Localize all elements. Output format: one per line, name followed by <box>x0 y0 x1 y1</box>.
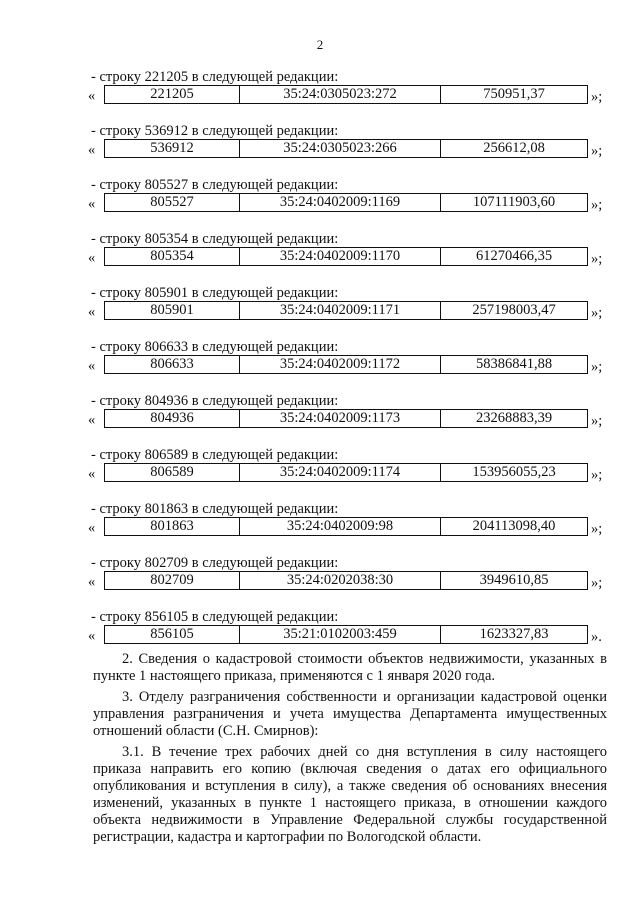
opening-quote: « <box>88 142 96 158</box>
amendment-entry <box>0 338 640 392</box>
entry-table <box>104 625 588 644</box>
row-number-cell: 806633 <box>105 356 240 374</box>
paragraph-3-1: 3.1. В течение трех рабочих дней со дня вступления в силу настоящего приказа направить его копию (включая сведения о датах его официального опубликования и вступления в силу), а также сведения об основаниях внесения изменений, указанных в пункте 1 настоящего приказа, в отношении каждого объекта недвижимости в Управление Федеральной службы государственной регистрации, кадастра и картографии по Вологодской области. <box>93 744 607 845</box>
row-number-cell: 805354 <box>105 248 240 266</box>
cadastral-number-cell: 35:24:0402009:1169 <box>240 194 441 212</box>
amendment-entry <box>0 392 640 446</box>
paragraph-3: 3. Отделу разграничения собственности и организации кадастровой оценки управления разграничения и учета имущества Департамента имущественных отношений области (С.Н. Смирнов): <box>93 689 607 739</box>
opening-quote: « <box>88 628 96 644</box>
cadastral-value-cell: 1623327,83 <box>441 626 588 644</box>
entry-table <box>104 409 588 428</box>
cadastral-number-cell: 35:24:0305023:266 <box>240 140 441 158</box>
amendment-entry <box>0 284 640 338</box>
entry-caption: - строку 536912 в следующей редакции: <box>91 123 339 139</box>
amendment-entry <box>0 230 640 284</box>
entry-caption: - строку 806589 в следующей редакции: <box>91 447 339 463</box>
row-number-cell: 856105 <box>105 626 240 644</box>
entry-caption: - строку 805354 в следующей редакции: <box>91 231 339 247</box>
amendment-entry <box>0 68 640 122</box>
row-number-cell: 806589 <box>105 464 240 482</box>
entry-caption: - строку 801863 в следующей редакции: <box>91 501 339 517</box>
amendment-entry <box>0 500 640 554</box>
entry-caption: - строку 805527 в следующей редакции: <box>91 177 339 193</box>
opening-quote: « <box>88 520 96 536</box>
cadastral-value-cell: 204113098,40 <box>441 518 588 536</box>
cadastral-value-cell: 58386841,88 <box>441 356 588 374</box>
closing-quote: ». <box>591 629 602 645</box>
entry-table <box>104 571 588 590</box>
opening-quote: « <box>88 358 96 374</box>
closing-quote: »; <box>591 89 603 105</box>
entry-caption: - строку 804936 в следующей редакции: <box>91 393 339 409</box>
paragraph-2: 2. Сведения о кадастровой стоимости объектов недвижимости, указанных в пункте 1 настоящего приказа, применяются с 1 января 2020 года. <box>93 651 607 684</box>
amendment-entry <box>0 176 640 230</box>
cadastral-number-cell: 35:24:0305023:272 <box>240 86 441 104</box>
entry-table <box>104 247 588 266</box>
closing-quote: »; <box>591 359 603 375</box>
entry-table <box>104 517 588 536</box>
page-number: 2 <box>316 37 324 52</box>
entry-table <box>104 139 588 158</box>
entry-table <box>104 193 588 212</box>
cadastral-number-cell: 35:24:0402009:98 <box>240 518 441 536</box>
cadastral-value-cell: 23268883,39 <box>441 410 588 428</box>
entry-caption: - строку 221205 в следующей редакции: <box>91 69 339 85</box>
cadastral-value-cell: 256612,08 <box>441 140 588 158</box>
opening-quote: « <box>88 196 96 212</box>
row-number-cell: 805527 <box>105 194 240 212</box>
closing-quote: »; <box>591 575 603 591</box>
cadastral-number-cell: 35:24:0402009:1171 <box>240 302 441 320</box>
entry-caption: - строку 802709 в следующей редакции: <box>91 555 339 571</box>
cadastral-value-cell: 107111903,60 <box>441 194 588 212</box>
cadastral-value-cell: 257198003,47 <box>441 302 588 320</box>
closing-quote: »; <box>591 143 603 159</box>
closing-quote: »; <box>591 251 603 267</box>
opening-quote: « <box>88 412 96 428</box>
closing-quote: »; <box>591 305 603 321</box>
entry-table <box>104 301 588 320</box>
opening-quote: « <box>88 574 96 590</box>
cadastral-value-cell: 750951,37 <box>441 86 588 104</box>
entry-table <box>104 85 588 104</box>
opening-quote: « <box>88 466 96 482</box>
entry-caption: - строку 856105 в следующей редакции: <box>91 609 339 625</box>
cadastral-value-cell: 61270466,35 <box>441 248 588 266</box>
cadastral-number-cell: 35:24:0402009:1172 <box>240 356 441 374</box>
amendment-entries <box>0 68 640 662</box>
amendment-entry <box>0 554 640 608</box>
opening-quote: « <box>88 88 96 104</box>
opening-quote: « <box>88 304 96 320</box>
cadastral-value-cell: 153956055,23 <box>441 464 588 482</box>
row-number-cell: 536912 <box>105 140 240 158</box>
cadastral-number-cell: 35:21:0102003:459 <box>240 626 441 644</box>
cadastral-number-cell: 35:24:0402009:1170 <box>240 248 441 266</box>
cadastral-value-cell: 3949610,85 <box>441 572 588 590</box>
cadastral-number-cell: 35:24:0402009:1173 <box>240 410 441 428</box>
row-number-cell: 805901 <box>105 302 240 320</box>
entry-caption: - строку 805901 в следующей редакции: <box>91 285 339 301</box>
opening-quote: « <box>88 250 96 266</box>
amendment-entry <box>0 122 640 176</box>
row-number-cell: 802709 <box>105 572 240 590</box>
cadastral-number-cell: 35:24:0402009:1174 <box>240 464 441 482</box>
entry-table <box>104 355 588 374</box>
cadastral-number-cell: 35:24:0202038:30 <box>240 572 441 590</box>
entry-table <box>104 463 588 482</box>
closing-quote: »; <box>591 413 603 429</box>
closing-quote: »; <box>591 521 603 537</box>
row-number-cell: 221205 <box>105 86 240 104</box>
amendment-entry <box>0 446 640 500</box>
closing-quote: »; <box>591 467 603 483</box>
entry-caption: - строку 806633 в следующей редакции: <box>91 339 339 355</box>
row-number-cell: 801863 <box>105 518 240 536</box>
order-body-text <box>93 651 607 850</box>
row-number-cell: 804936 <box>105 410 240 428</box>
closing-quote: »; <box>591 197 603 213</box>
